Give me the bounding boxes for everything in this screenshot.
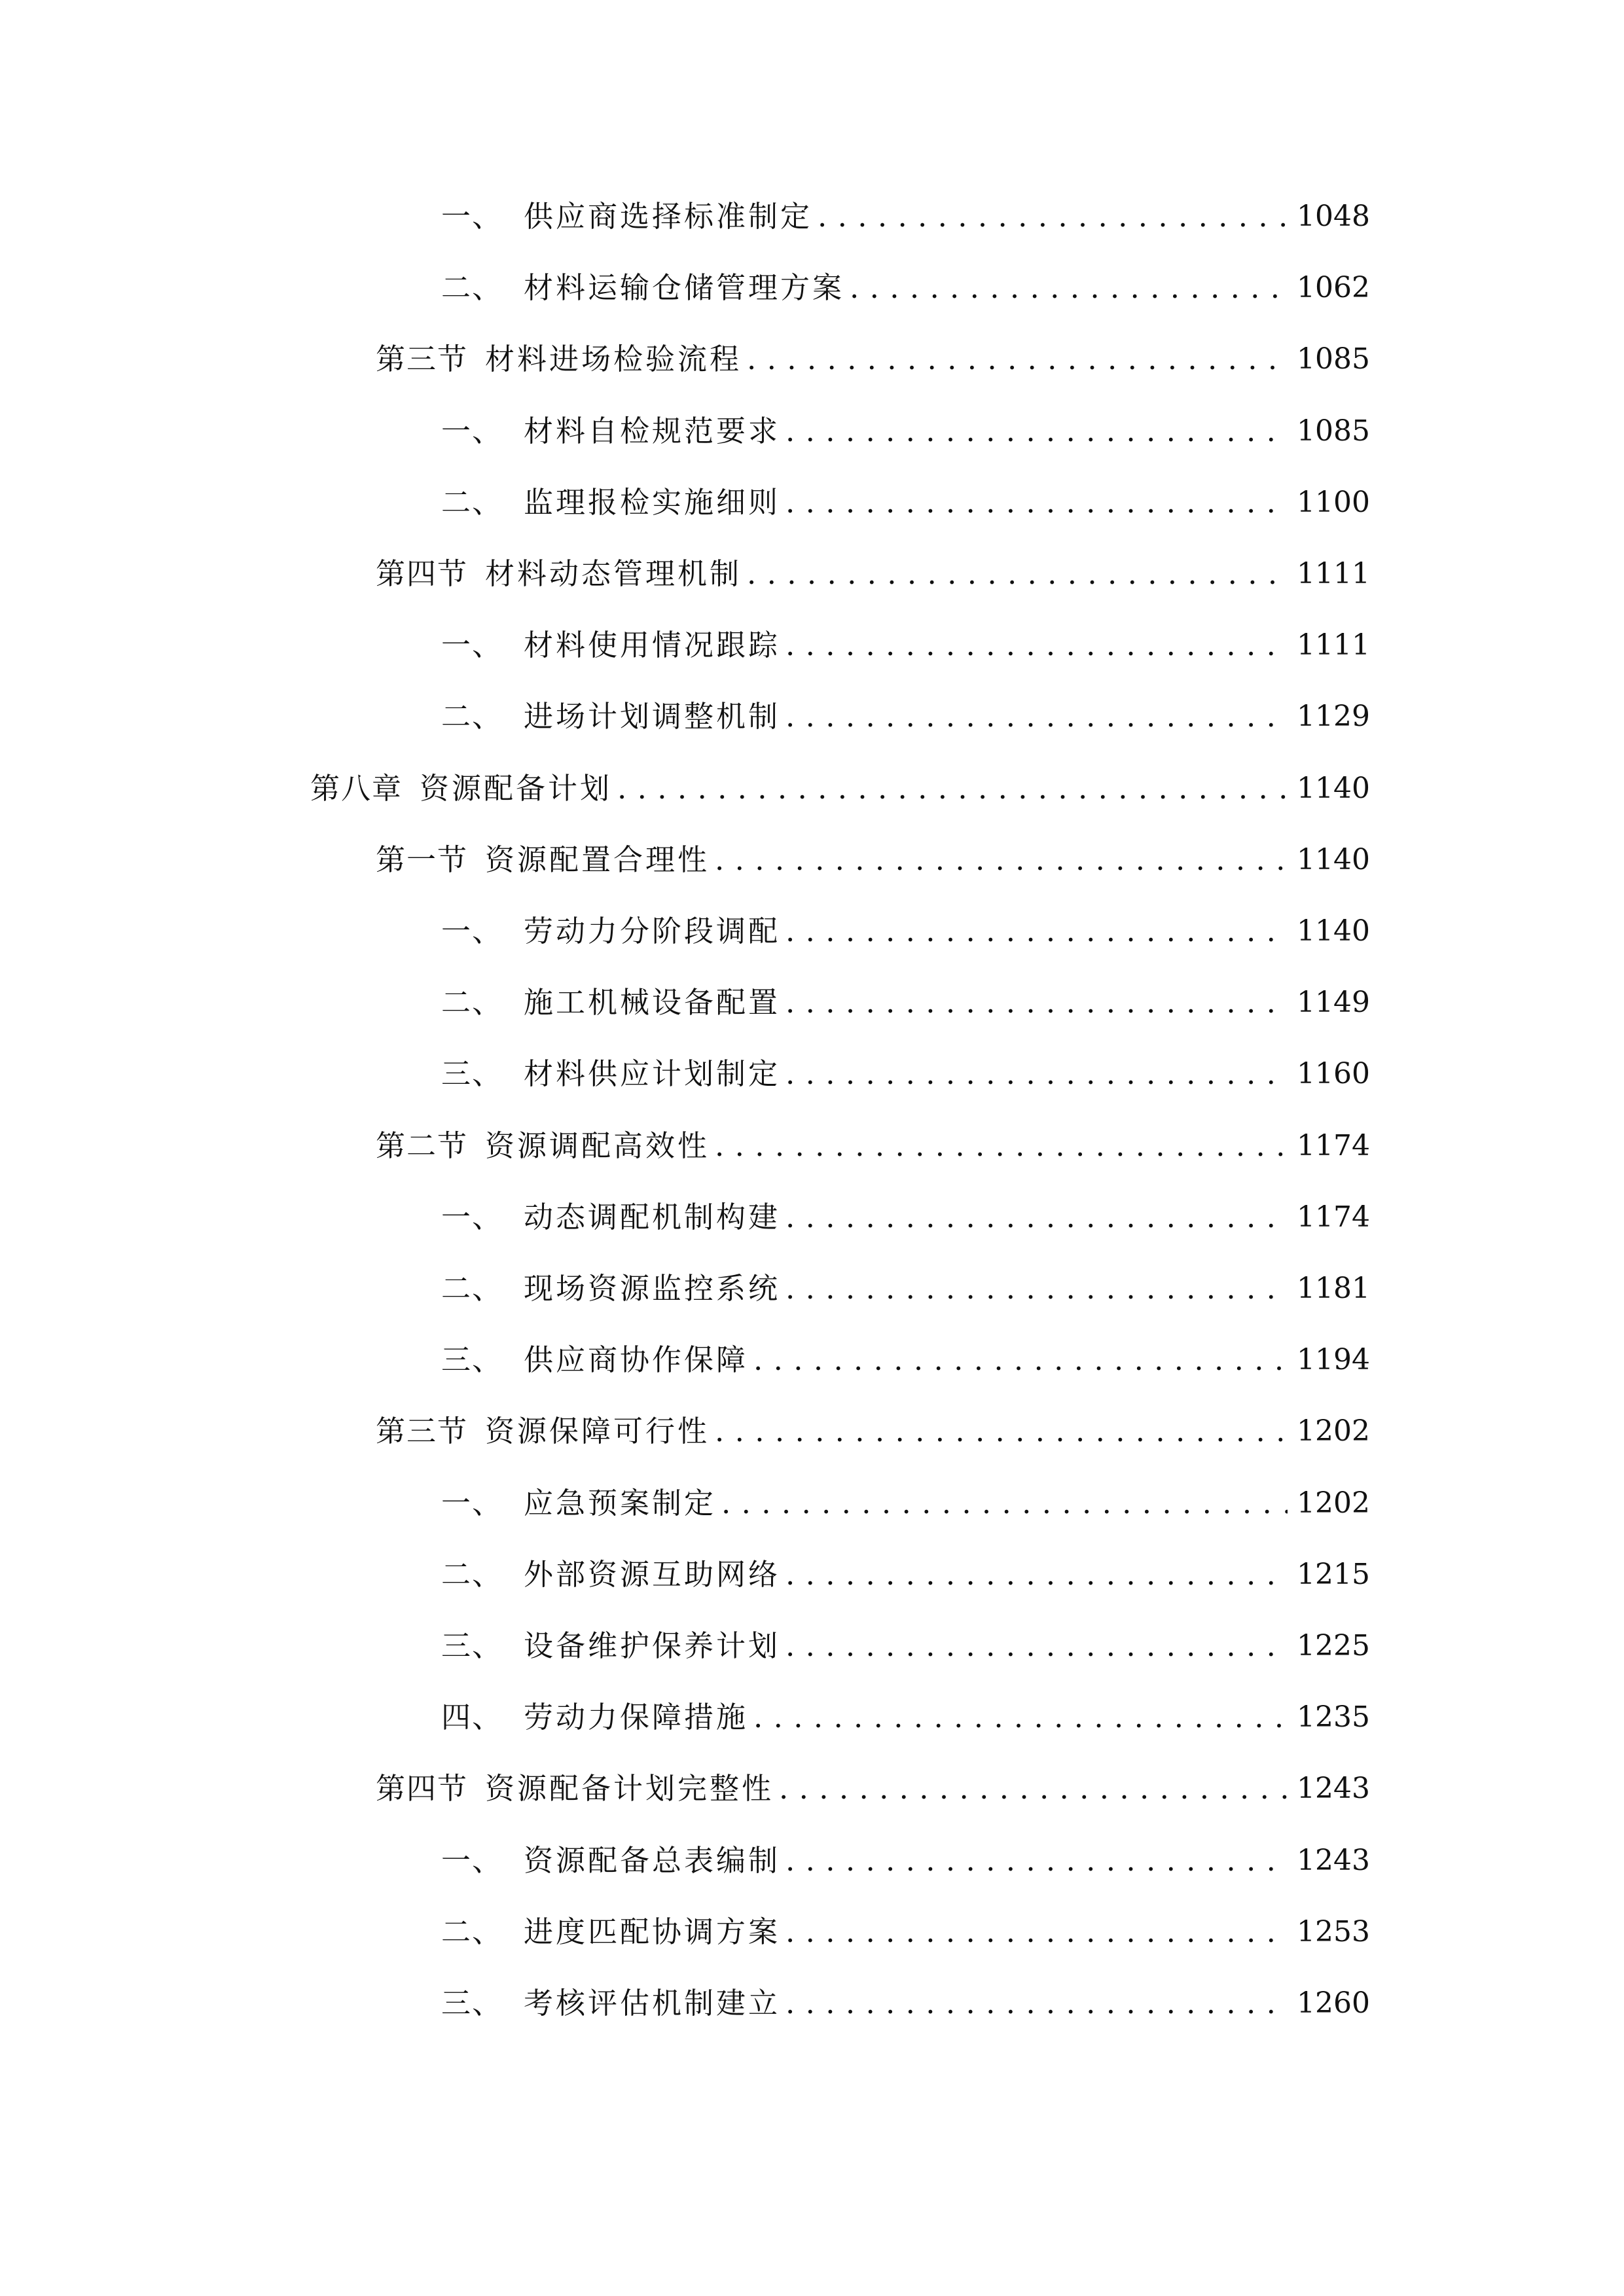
toc-page-number: 1194 — [1297, 1343, 1370, 1376]
toc-entry-title: 资源调配高效性 — [485, 1128, 710, 1163]
toc-entry-title: 应急预案制定 — [524, 1486, 717, 1520]
toc-entry-title: 设备维护保养计划 — [524, 1628, 781, 1663]
toc-entry-item[interactable] — [441, 1981, 1370, 2026]
dot-leader — [785, 1552, 1288, 1598]
toc-entry-title: 供应商协作保障 — [524, 1342, 749, 1377]
toc-entry-item[interactable] — [441, 1838, 1370, 1884]
dot-leader — [785, 1838, 1288, 1884]
toc-entry-section[interactable] — [376, 837, 1370, 883]
toc-item-number: 二、 — [441, 1271, 503, 1306]
toc-entry-title: 材料使用情况跟踪 — [524, 628, 781, 662]
toc-item-number: 三、 — [441, 1056, 503, 1091]
toc-entry-section[interactable] — [376, 1408, 1370, 1454]
toc-entry-item[interactable] — [441, 265, 1370, 311]
toc-page-number: 1243 — [1297, 1772, 1370, 1805]
toc-page-number: 1111 — [1297, 628, 1370, 662]
toc-item-number: 二、 — [441, 1557, 503, 1592]
toc-entry-title: 劳动力分阶段调配 — [524, 914, 781, 948]
dot-leader — [785, 1981, 1288, 2026]
toc-page-number: 1129 — [1297, 700, 1370, 733]
toc-section-label: 第四节 — [376, 1771, 469, 1806]
toc-entry-title: 动态调配机制构建 — [524, 1200, 781, 1234]
toc-entry-title: 供应商选择标准制定 — [524, 199, 813, 234]
toc-item-number: 三、 — [441, 1628, 503, 1663]
toc-entry-item[interactable] — [441, 1623, 1370, 1669]
toc-item-number: 三、 — [441, 1986, 503, 2020]
toc-entry-item[interactable] — [441, 1337, 1370, 1383]
toc-item-number: 二、 — [441, 699, 503, 734]
toc-entry-chapter[interactable] — [310, 766, 1370, 812]
toc-entry-item[interactable] — [441, 1266, 1370, 1312]
toc-entry-title: 劳动力保障措施 — [524, 1700, 749, 1734]
toc-page-number: 1111 — [1297, 557, 1370, 590]
toc-item-number: 一、 — [441, 1486, 503, 1520]
dot-leader — [715, 1123, 1288, 1169]
dot-leader — [753, 1337, 1288, 1383]
toc-page-number: 1174 — [1297, 1129, 1370, 1162]
toc-entry-item[interactable] — [441, 1194, 1370, 1240]
toc-entry-section[interactable] — [376, 1123, 1370, 1169]
toc-entry-section[interactable] — [376, 1766, 1370, 1812]
toc-page-number: 1202 — [1297, 1414, 1370, 1448]
toc-page-number: 1225 — [1297, 1629, 1370, 1662]
toc-page-number: 1085 — [1297, 414, 1370, 448]
dot-leader — [715, 837, 1288, 883]
toc-section-label: 第四节 — [376, 556, 469, 591]
toc-item-number: 一、 — [441, 1843, 503, 1878]
dot-leader — [753, 1695, 1288, 1740]
toc-section-label: 第三节 — [376, 1414, 469, 1448]
toc-page-number: 1085 — [1297, 342, 1370, 376]
toc-section-label: 第三节 — [376, 342, 469, 376]
toc-entry-item[interactable] — [441, 408, 1370, 454]
toc-entry-item[interactable] — [441, 1051, 1370, 1097]
toc-entry-title: 施工机械设备配置 — [524, 985, 781, 1020]
toc-entry-title: 资源配置合理性 — [485, 842, 710, 877]
toc-item-number: 二、 — [441, 985, 503, 1020]
toc-entry-item[interactable] — [441, 1695, 1370, 1740]
dot-leader — [715, 1408, 1288, 1454]
toc-page-number: 1174 — [1297, 1200, 1370, 1234]
dot-leader — [785, 408, 1288, 454]
toc-entry-title: 考核评估机制建立 — [524, 1986, 781, 2020]
toc-page-number: 1235 — [1297, 1700, 1370, 1734]
toc-page-number: 1253 — [1297, 1915, 1370, 1948]
toc-page-number: 1202 — [1297, 1486, 1370, 1520]
toc-entry-title: 外部资源互助网络 — [524, 1557, 781, 1592]
toc-item-number: 二、 — [441, 485, 503, 520]
toc-item-number: 二、 — [441, 270, 503, 305]
dot-leader — [785, 480, 1288, 526]
toc-entry-section[interactable] — [376, 336, 1370, 382]
dot-leader — [779, 1766, 1288, 1812]
toc-page-number: 1149 — [1297, 986, 1370, 1019]
toc-page-number: 1243 — [1297, 1844, 1370, 1877]
toc-entry-item[interactable] — [441, 980, 1370, 1026]
dot-leader — [785, 1194, 1288, 1240]
toc-entry-title: 材料动态管理机制 — [485, 556, 742, 591]
toc-entry-item[interactable] — [441, 1909, 1370, 1955]
toc-entry-section[interactable] — [376, 551, 1370, 597]
dot-leader — [785, 1266, 1288, 1312]
toc-page-number: 1260 — [1297, 1986, 1370, 2020]
toc-entry-item[interactable] — [441, 194, 1370, 240]
toc-entry-title: 材料进场检验流程 — [485, 342, 742, 376]
toc-item-number: 二、 — [441, 1914, 503, 1949]
toc-entry-title: 材料供应计划制定 — [524, 1056, 781, 1091]
toc-chapter-label: 第八章 — [310, 771, 403, 806]
toc-entry-title: 资源配备计划 — [420, 771, 613, 806]
toc-section-label: 第一节 — [376, 842, 469, 877]
toc-entry-item[interactable] — [441, 908, 1370, 954]
toc-item-number: 一、 — [441, 628, 503, 662]
toc-entry-title: 材料运输仓储管理方案 — [524, 270, 845, 305]
dot-leader — [785, 1909, 1288, 1955]
toc-entry-title: 监理报检实施细则 — [524, 485, 781, 520]
toc-page-number: 1062 — [1297, 271, 1370, 304]
toc-entry-item[interactable] — [441, 622, 1370, 668]
toc-entry-title: 资源配备计划完整性 — [485, 1771, 774, 1806]
toc-item-number: 一、 — [441, 1200, 503, 1234]
toc-page-number: 1215 — [1297, 1558, 1370, 1591]
dot-leader — [850, 265, 1288, 311]
toc-entry-title: 材料自检规范要求 — [524, 414, 781, 448]
dot-leader — [785, 1051, 1288, 1097]
toc-page-number: 1100 — [1297, 486, 1370, 519]
dot-leader — [617, 766, 1288, 812]
dot-leader — [785, 694, 1288, 740]
dot-leader — [785, 622, 1288, 668]
toc-entry-item[interactable] — [441, 1480, 1370, 1526]
toc-page-number: 1140 — [1297, 914, 1370, 948]
toc-item-number: 一、 — [441, 199, 503, 234]
toc-page-number: 1181 — [1297, 1272, 1370, 1305]
toc-page-number: 1048 — [1297, 200, 1370, 233]
toc-entry-title: 资源保障可行性 — [485, 1414, 710, 1448]
toc-entry-title: 进场计划调整机制 — [524, 699, 781, 734]
toc-entry-item[interactable] — [441, 1552, 1370, 1598]
toc-item-number: 四、 — [441, 1700, 503, 1734]
toc-entry-item[interactable] — [441, 694, 1370, 740]
toc-entry-title: 资源配备总表编制 — [524, 1843, 781, 1878]
toc-page-number: 1140 — [1297, 772, 1370, 805]
dot-leader — [785, 908, 1288, 954]
toc-page-number: 1140 — [1297, 843, 1370, 876]
toc-section-label: 第二节 — [376, 1128, 469, 1163]
toc-item-number: 一、 — [441, 414, 503, 448]
toc-item-number: 一、 — [441, 914, 503, 948]
dot-leader — [747, 551, 1288, 597]
toc-item-number: 三、 — [441, 1342, 503, 1377]
dot-leader — [785, 980, 1288, 1026]
dot-leader — [747, 336, 1288, 382]
toc-entry-title: 现场资源监控系统 — [524, 1271, 781, 1306]
dot-leader — [721, 1480, 1288, 1526]
dot-leader — [785, 1623, 1288, 1669]
toc-page-number: 1160 — [1297, 1057, 1370, 1090]
toc-entry-title: 进度匹配协调方案 — [524, 1914, 781, 1949]
dot-leader — [818, 194, 1288, 240]
toc-entry-item[interactable] — [441, 480, 1370, 526]
